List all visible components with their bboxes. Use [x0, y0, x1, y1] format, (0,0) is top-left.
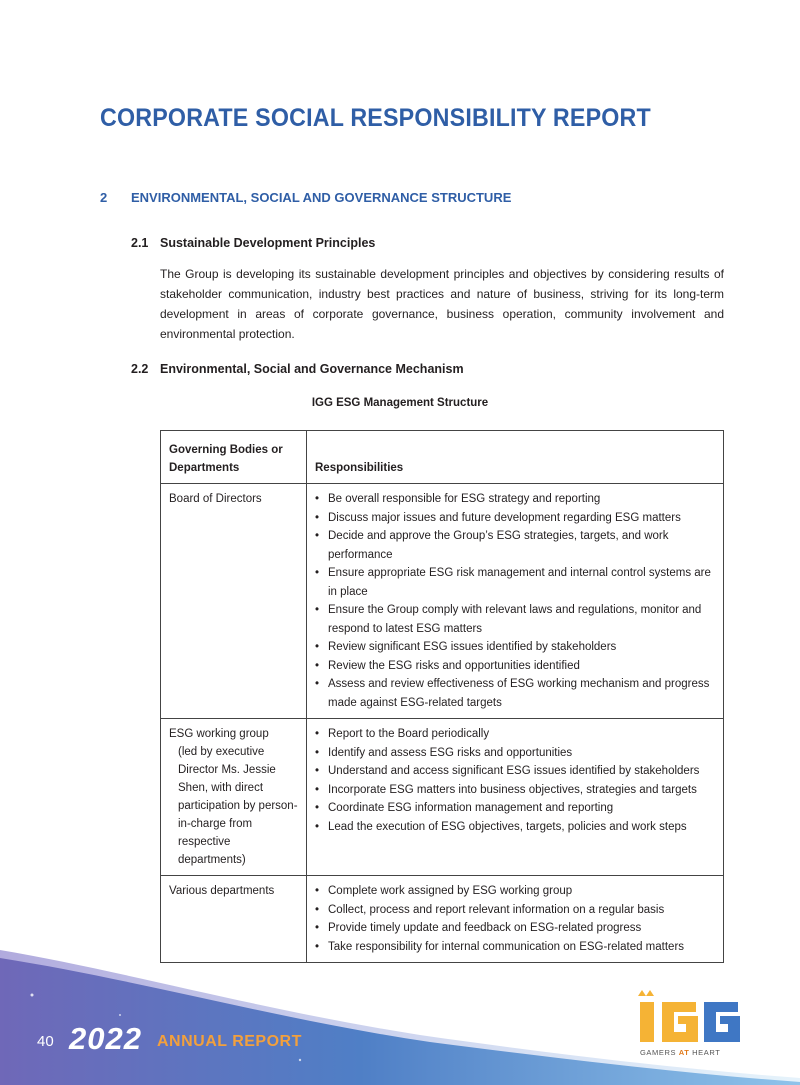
list-item: • Provide timely update and feedback on ESG-related progress [315, 919, 717, 938]
esg-structure-table [160, 430, 724, 963]
list-item: • Report to the Board periodically [315, 725, 717, 744]
body-esg-working-group [161, 719, 307, 876]
igg-logo [632, 988, 742, 1056]
responsibility-list [315, 490, 717, 712]
body-board-of-directors: Board of Directors [161, 484, 307, 719]
list-item: • Review significant ESG issues identified by stakeholders [315, 638, 717, 657]
section-number: 2 [100, 190, 108, 205]
body-detail: (led by executive Director Ms. Jessie Shen, with direct participation by person-in-charge from respective departments) [178, 746, 298, 866]
list-item: • Discuss major issues and future development regarding ESG matters [315, 509, 717, 528]
list-item: • Be overall responsible for ESG strategy and reporting [315, 490, 717, 509]
list-item: • Ensure the Group comply with relevant laws and regulations, monitor and respond to latest ESG matters [315, 601, 717, 638]
list-item: • Collect, process and report relevant information on a regular basis [315, 901, 717, 920]
header-col1-line1: Governing Bodies or [169, 444, 283, 456]
tagline-at: AT [678, 1048, 690, 1057]
report-year: 2022 [69, 1021, 142, 1056]
annual-report-label: ANNUAL REPORT [157, 1033, 302, 1050]
table-row [161, 484, 724, 719]
header-responsibilities: Responsibilities [307, 431, 724, 484]
list-item: • Take responsibility for internal communication on ESG-related matters [315, 938, 717, 957]
page-title: CORPORATE SOCIAL RESPONSIBILITY REPORT [100, 104, 651, 132]
table-row [161, 719, 724, 876]
body-various-departments: Various departments [161, 876, 307, 963]
section-title: ENVIRONMENTAL, SOCIAL AND GOVERNANCE STRUCTURE [131, 190, 512, 205]
list-item: • Coordinate ESG information management and reporting [315, 799, 717, 818]
responsibilities-cell [307, 484, 724, 719]
list-item: • Lead the execution of ESG objectives, targets, policies and work steps [315, 818, 717, 837]
principles-paragraph: The Group is developing its sustainable development principles and objectives by considering results of stakeholder communication, industry best practices and nature of business, striving for its long-term development in areas of corporate governance, business operation, community involvement and environmental protection. [160, 267, 724, 341]
list-item: • Decide and approve the Group’s ESG strategies, targets, and work performance [315, 527, 717, 564]
table-header-row [161, 431, 724, 484]
responsibilities-cell [307, 719, 724, 876]
header-col1-line2: Departments [169, 462, 240, 474]
subsection-title-2-2: Environmental, Social and Governance Mechanism [160, 362, 464, 376]
list-item: • Review the ESG risks and opportunities identified [315, 657, 717, 676]
tagline-heart: HEART [689, 1048, 721, 1057]
header-governing-bodies [161, 431, 307, 484]
tagline-gamers: GAMERS [640, 1048, 679, 1057]
subsection-number-2-1: 2.1 [131, 236, 149, 250]
logo-tagline [640, 1048, 740, 1057]
list-item: • Assess and review effectiveness of ESG working mechanism and progress made against ESG-related targets [315, 675, 717, 712]
responsibility-list [315, 725, 717, 836]
list-item: • Complete work assigned by ESG working group [315, 882, 717, 901]
list-item: • Understand and access significant ESG issues identified by stakeholders [315, 762, 717, 781]
subsection-number-2-2: 2.2 [131, 362, 149, 376]
page-number: 40 [37, 1033, 54, 1050]
list-item: • Incorporate ESG matters into business objectives, strategies and targets [315, 781, 717, 800]
list-item: • Identify and assess ESG risks and opportunities [315, 744, 717, 763]
table-caption: IGG ESG Management Structure [311, 397, 489, 409]
body-name: ESG working group [169, 728, 269, 740]
list-item: • Ensure appropriate ESG risk management and internal control systems are in place [315, 564, 717, 601]
subsection-title-2-1: Sustainable Development Principles [160, 236, 376, 250]
